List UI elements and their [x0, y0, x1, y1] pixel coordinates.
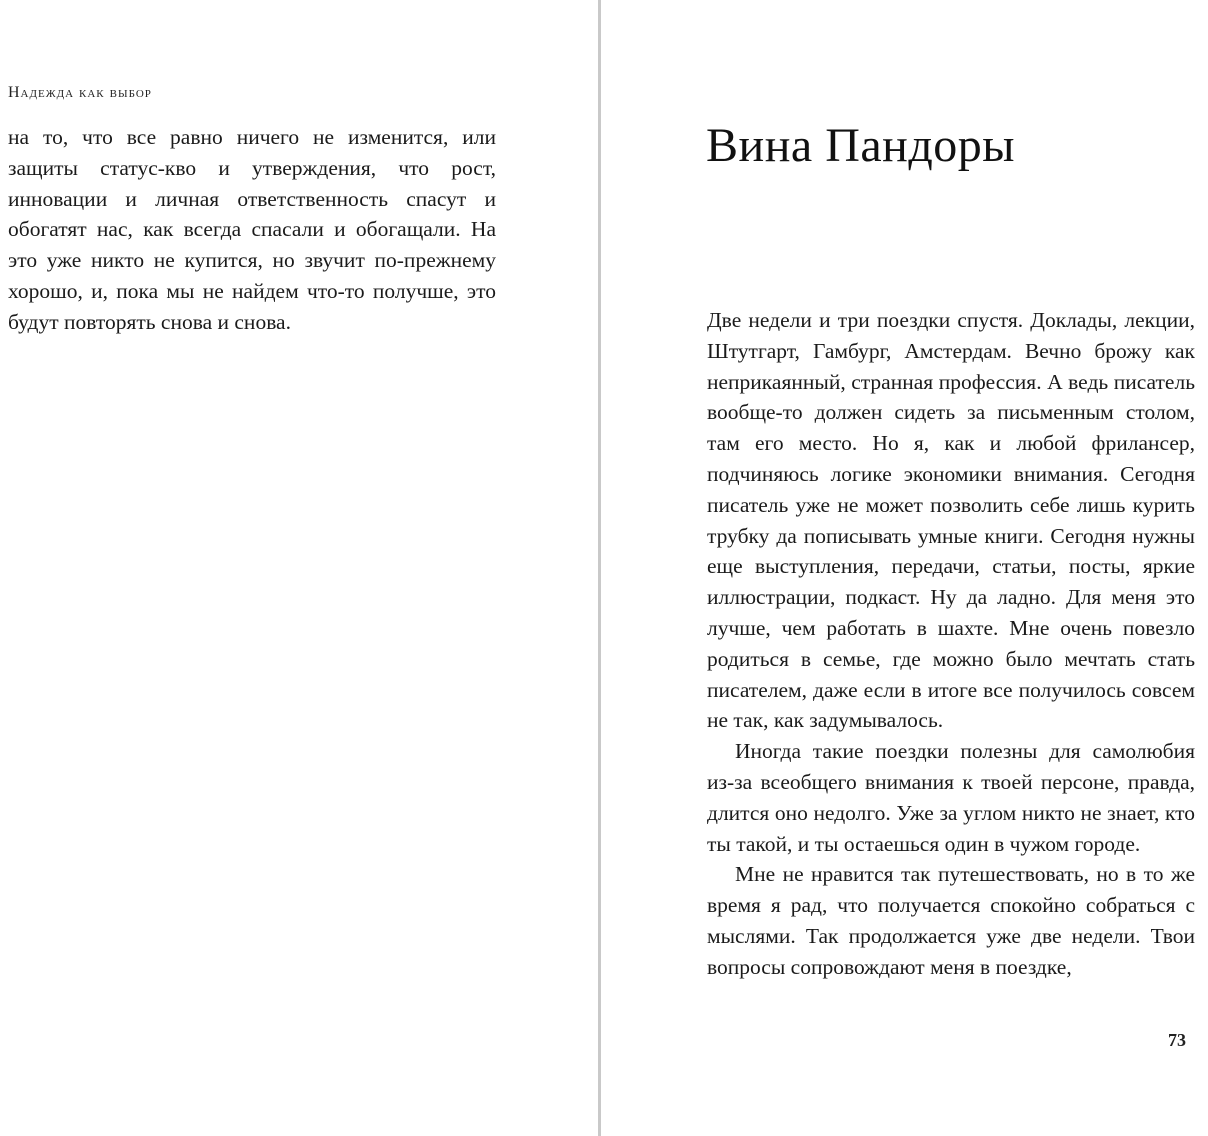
right-page-text [707, 305, 1195, 983]
paragraph: Иногда такие поездки полезны для самолюбия из-за всеобщего внимания к твоей персоне, правда, длится оно недолго. Уже за углом никто не знает, кто ты такой, и ты остаешься один в чужом городе. [707, 739, 1195, 856]
right-page [601, 0, 1208, 1136]
paragraph: Две недели и три поездки спустя. Доклады, лекции, Штутгарт, Гамбург, Амстердам. Вечно брожу как неприкаянный, странная профессия. А ведь писатель вообще-то должен сидеть за письменным столом, там его место. Но я, как и любой фрилансер, подчиняюсь логике экономики внимания. Сегодня писатель уже не может позволить себе лишь курить трубку да пописывать умные книги. Сегодня нужны еще выступления, передачи, статьи, посты, яркие иллюстрации, подкаст. Ну да ладно. Для меня это лучше, чем работать в шахте. Мне очень повезло родиться в семье, где можно было мечтать стать писателем, даже если в итоге все получилось совсем не так, как задумывалось. [707, 308, 1195, 733]
left-page [0, 0, 598, 1136]
chapter-title: Вина Пандоры [706, 119, 1016, 172]
page-number: 73 [1168, 1030, 1186, 1050]
left-page-text: на то, что все равно ничего не изменится, или защиты статус-кво и утверждения, что рост, инновации и личная ответственность спасут и обогатят нас, как всегда спасали и обогащали. На это уже никто не купится, но звучит по-прежнему хорошо, и, пока мы не найдем что-то получше, это будут повторять снова и снова. [8, 125, 496, 334]
paragraph: Мне не нравится так путешествовать, но в то же время я рад, что получается спокойно собраться с мыслями. Так продолжается уже две недели. Твои вопросы сопровождают меня в поездке, [707, 862, 1195, 979]
running-head: Надежда как выбор [8, 84, 152, 101]
